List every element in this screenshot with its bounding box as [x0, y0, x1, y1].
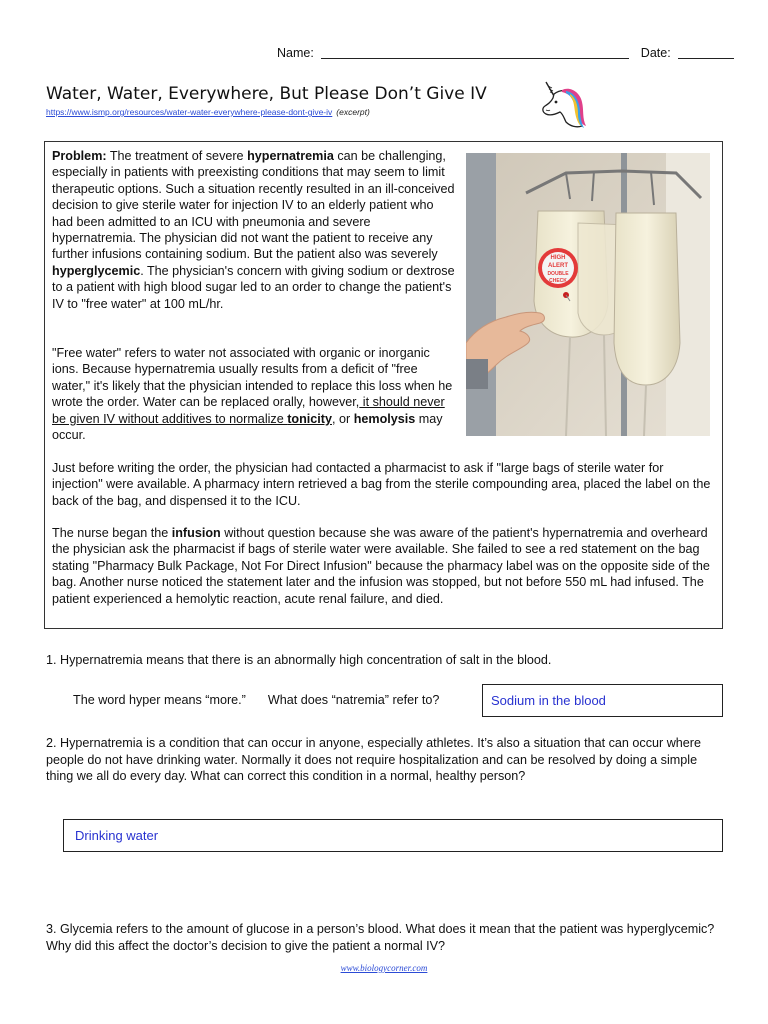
date-label: Date: — [640, 46, 671, 60]
name-label: Name: — [277, 46, 314, 60]
question-1-sub — [73, 692, 439, 709]
footer-link[interactable]: www.biologycorner.com — [340, 963, 428, 973]
name-field[interactable] — [321, 46, 629, 59]
label-high: HIGH — [550, 255, 566, 261]
text-span: , or — [332, 411, 354, 426]
text-span: can be challenging, especially in patients with preexisting conditions that may seem to limit therapeutic options. Such a situation recently resulted in an ill-conceived decision to give sterile water for injection IV to an elderly patient who had been admitted to an ICU with pneumonia and severe hypernatremia. The physician did not want the patient to receive any further infusions containing sodium. But the patient also was severely — [52, 149, 455, 262]
label-alert: ALERT — [548, 263, 568, 269]
source-line — [46, 107, 370, 117]
footer — [0, 963, 768, 973]
problem-paragraph-2 — [52, 345, 457, 443]
text-span: What does “natremia” refer to? — [267, 693, 440, 707]
label-double: DOUBLE — [547, 271, 569, 277]
iv-bag-photo — [466, 153, 710, 436]
text-span: The word hyper means “more.” — [73, 693, 246, 707]
term-hyperglycemic: hyperglycemic — [52, 263, 141, 278]
problem-label: Problem: — [52, 149, 107, 163]
term-hemolysis: hemolysis — [353, 411, 416, 426]
question-2: 2. Hypernatremia is a condition that can occur in anyone, especially athletes. It’s also a situation that can occur where people do not have drinking water. Normally it does not require hospitalization and can be resolved by doing a simple thing we all do every day. What can correct this condition in a normal, healthy person? — [46, 736, 702, 784]
text-span: it should never be given IV without additives to normalize — [52, 395, 445, 426]
text-span: "Free water" refers to water not associated with organic or inorganic ions. Because hypernatremia usually results from a deficit of "free water," it's likely that the physician intended to replace this loss when he wrote the order. Water can be replaced orally, however, — [52, 346, 453, 410]
date-field[interactable] — [678, 46, 734, 59]
text-span: The treatment of severe — [106, 149, 248, 163]
page-title: Water, Water, Everywhere, But Please Don’t Give IV — [46, 84, 487, 104]
problem-paragraph-1 — [52, 148, 457, 312]
answer-2-field[interactable] — [63, 819, 723, 852]
answer-1-field[interactable] — [482, 684, 723, 717]
term-tonicity: tonicity — [287, 411, 332, 426]
answer-1-text: Sodium in the blood — [491, 693, 606, 708]
term-hypernatremia: hypernatremia — [247, 149, 334, 163]
answer-2-text: Drinking water — [75, 828, 159, 843]
problem-paragraph-3: Just before writing the order, the physician had contacted a pharmacist to ask if "large bags of sterile water for injection" were available. A pharmacy intern retrieved a bag from the sterile compounding area, placed the label on the back of the bag, and dispensed it to the ICU. — [52, 461, 711, 508]
text-span: . The physician's concern with giving sodium or dextrose to a patient with high blood sugar led to an order to change the patient's IV to "free water" at 100 mL/hr. — [52, 263, 455, 311]
text-span: may occur. — [52, 411, 443, 443]
problem-paragraph-4 — [52, 525, 717, 607]
text-span: without question because she was aware of the patient's hypernatremia and overheard the physician ask the pharmacist if bags of sterile water were available. She failed to see a red statement on the bag stating "Pharmacy Bulk Package, Not For Direct Infusion" because the pharmacy label was on the opposite side of the bag. Another nurse noticed the statement later and the infusion was stopped, but not before 550 mL had infused. The patient experienced a hemolytic reaction, acute renal failure, and died. — [52, 526, 710, 606]
text-span: The nurse began the — [52, 526, 172, 540]
question-1: 1. Hypernatremia means that there is an abnormally high concentration of salt in the blood. — [46, 653, 552, 667]
unicorn-logo-icon — [536, 80, 588, 134]
name-date-line — [277, 46, 734, 60]
term-infusion: infusion — [171, 526, 221, 540]
excerpt-note: (excerpt) — [336, 107, 370, 117]
question-3: 3. Glycemia refers to the amount of glucose in a person’s blood. What does it mean that the patient was hyperglycemic? Why did this affect the doctor’s decision to give the patient a normal IV? — [46, 922, 715, 953]
label-check: CHECK — [549, 278, 567, 284]
source-link[interactable]: https://www.ismp.org/resources/water-water-everywhere-please-dont-give-iv — [46, 107, 333, 117]
